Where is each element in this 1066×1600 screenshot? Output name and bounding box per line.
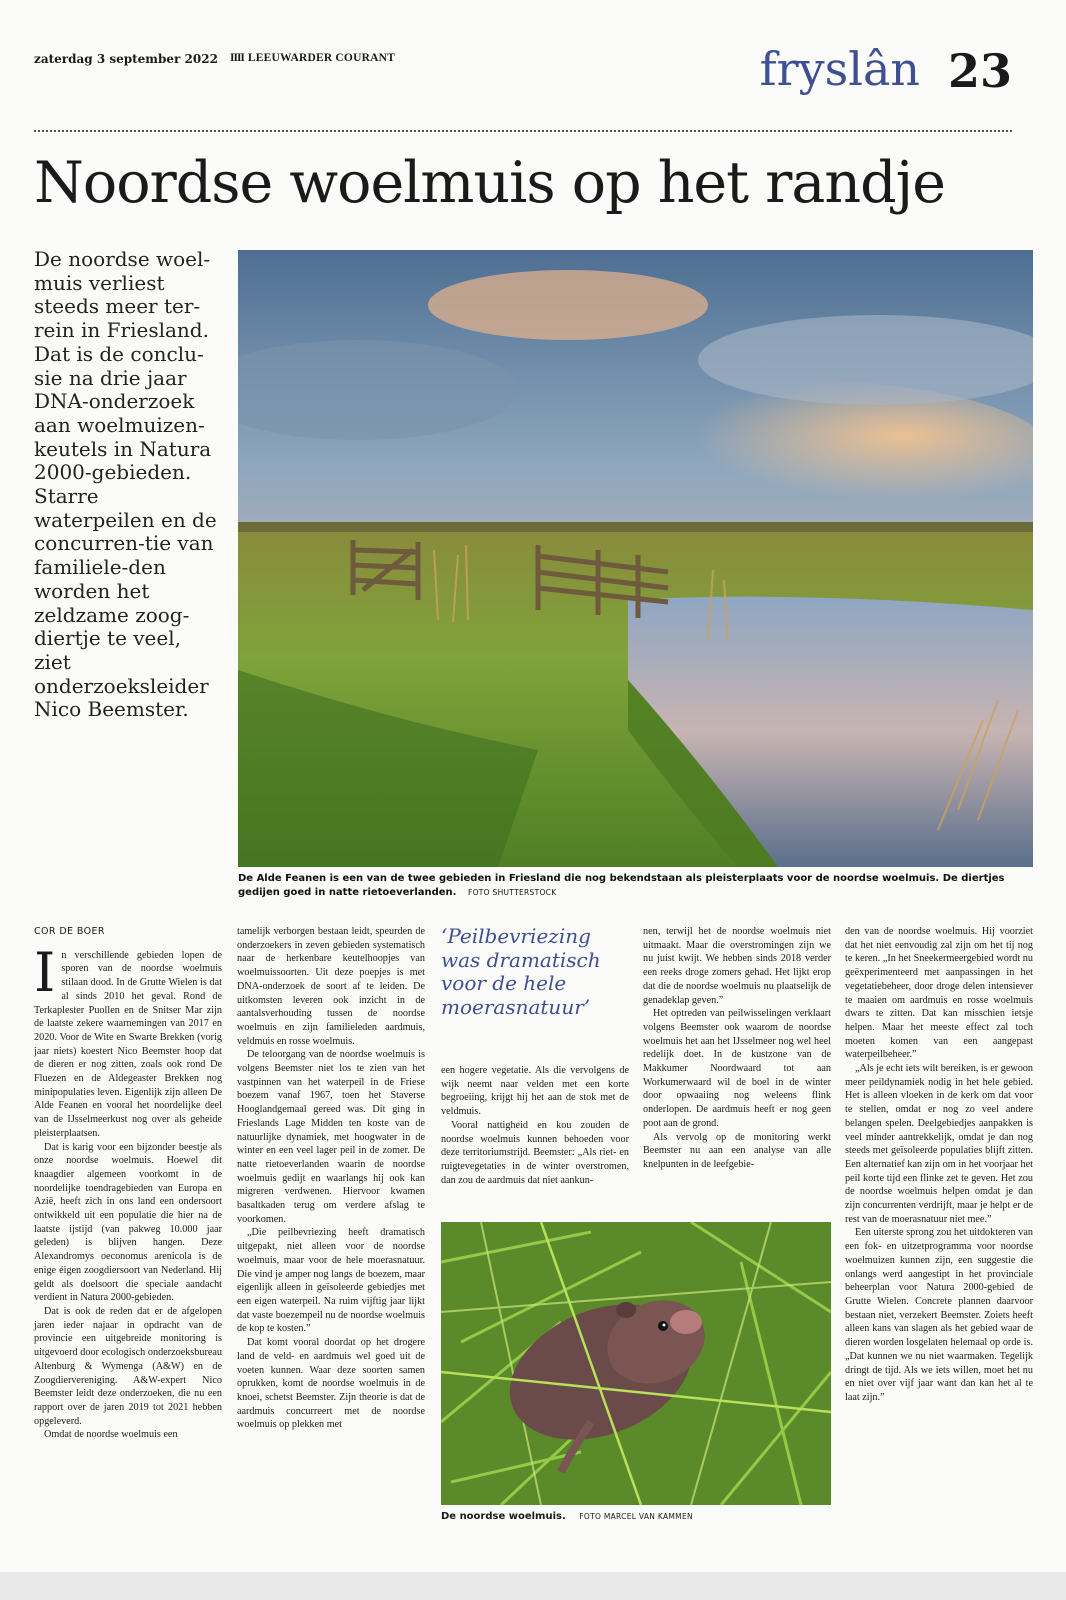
byline: COR DE BOER [34,926,105,937]
photo-credit: FOTO SHUTTERSTOCK [467,887,557,897]
paragraph: Dat komt vooral doordat op het drogere land de veld- en aardmuis wel goed uit de voeten kunnen. Waar deze soorten samen oprukken, komt de noordse woelmuis in de knoei, schetst Beemster. Zijn theorie is dat de aardmuis concurreert met de noordse woelmuis op plekken met [237,1337,425,1431]
paragraph: tamelijk verborgen bestaan leidt, speurden de onderzoekers in zeven gebieden systematisch naar de herkenbare keutelhoopjes van woelmuissoorten. Uit deze poepjes is met DNA-onderzoek de soort af te leiden. De uitkomsten leveren ook inzicht in de aantalsverhouding tussen de noordse woelmuis en zijn familieleden aardmuis, veldmuis en rosse woelmuis. [237,926,425,1047]
pull-quote: ‘Peilbevriezing was dramatisch voor de hele moerasnatuur’ [441,924,601,1019]
paragraph: „Als je echt iets wilt bereiken, is er gewoon meer peildynamiek nodig in het hele gebied. Het is alleen vloeken in de kerk om dat voor te stellen, omdat er nog zo veel andere belangen spelen. Deelgebiedjes aanpakken is veel minder aantrekkelijk, omdat je dan nog steeds met geïsoleerde populaties blijft zitten. Een alternatief kan zijn om in het voorjaar het peil korte tijd een flinke zet te geven. Het zou de noordse woelmuis helpen omdat je dan zijn concurrenten verdrijft, maar je helpt er de rest van de moerasnatuur niet mee.” [845,1063,1033,1225]
paragraph: Een uiterste sprong zou het uitdokteren van een fok- en uitzetprogramma voor noordse woelmuizen kunnen zijn, een suggestie die onlangs werd aangestipt in het provinciale beheerplan voor Natura 2000-gebied de Grutte Wielen. Concrete plannen daarvoor bestaan niet, verzekert Beemster. Zoiets heeft alleen kans van slagen als het gebied waar de dieren worden losgelaten helemaal op orde is. „Dat kunnen we nu niet waarmaken. Tegelijk dringt de tijd. Als we iets willen, moet het nu en niet over vijf jaar want dan kan het al te laat zijn.” [845,1227,1033,1403]
vole-photo-caption [441,1511,831,1522]
paragraph: Vooral nattigheid en kou zouden de noordse woelmuis kunnen behoeden voor deze territoriumstrijd. Beemster: „Als riet- en ruigtevegetaties in de winter overstromen, dan zou de aardmuis dat niet aankun- [441,1119,629,1186]
section-name: fryslân [759,42,920,96]
headline: Noordse woelmuis op het randje [34,150,946,216]
paper-logo-bars: IIII [230,52,244,64]
paragraph-text: n verschillende gebieden lopen de sporen van de noordse woelmuis stilaan dood. In de Grutte Wielen is dat al sinds 2010 het geval. Rond de Terkaplester Puollen en de Snitser Mar zijn de laatste zekere waarnemingen van 2017 en 2020. Voor de Wite en Swarte Brekken (vorig jaar niets) koestert Nico Beemster hoop dat de dieren er nog zitten, zoals ook rond De Fluezen en de Aldegeaster Brekken nog minipopulaties leven. Eigenlijk zijn alleen De Alde Feanen en vooral het noordelijke deel van de IJsselmeerkust nog over als geheide pleisterplaatsen. [34,949,222,1139]
intro-text: De noordse woel-muis verliest steeds meer ter-rein in Friesland. Dat is de conclu-sie na drie jaar DNA-onderzoek aan woelmuizen-keutels in Natura 2000-gebieden. Starre waterpeilen en de concurren-tie van familiele-den worden het zeldzame zoog-diertje te veel, ziet onderzoeksleider Nico Beemster. [34,247,217,722]
caption-text: De noordse woelmuis. [441,1511,566,1522]
page-number: 23 [947,44,1012,98]
issue-date: zaterdag 3 september 2022 [34,52,218,66]
header-divider [34,130,1012,132]
paragraph: den van de noordse woelmuis. Hij voorziet dat het niet eenvoudig zal zijn om het tij nog te keren. „In het Sneekermeergebied wordt nu geëxperimenteerd met aanpassingen in het vegetatiebeheer, door droge delen intensiever te maaien om aardmuis en rosse woelmuis dwars te zitten. Dat kan misschien ietsje helpen. Maar het meeste effect zal toch moeten komen van een aangepast waterpeilbeheer.” [845,926,1033,1061]
paragraph: Dat is karig voor een bijzonder beestje als onze noordse woelmuis. Hoewel dit knaagdier algemeen voorkomt in de noordelijke toendragebieden van Europa en Azië, heeft zich in ons land een ondersoort ontwikkeld uit een populatie die hier na de laatste ijstijd (van pakweg 10.000 jaar geleden) is blijven hangen. Deze Alexandromys oeconomus arenicola is de enige éigen zoogdiersoort van Nederland. Hij geldt als doelsoort die speciale aandacht verdient in Natura 2000-gebieden. [34,1141,222,1304]
paragraph: Dat is ook de reden dat er de afgelopen jaren ieder najaar in opdracht van de provincie een uitgebreide monitoring is uitgevoerd door ecologisch onderzoeksbureau Altenburg & Wymenga (A&W) en de Zoogdiervereniging. A&W-expert Nico Beemster leidt deze onderzoeken, die nu een rapport over de jaren 2019 tot 2021 hebben opgeleverd. [34,1305,222,1427]
paragraph: „Die peilbevriezing heeft dramatisch uitgepakt, niet alleen voor de noordse woelmuis, maar voor de hele moerasnatuur. Die vind je amper nog langs de boezem, maar eigenlijk alleen in geïsoleerde gebiedjes met een eigen waterpeil. Na ruim vijftig jaar lijkt dat vaste boezempeil nu de noordse woelmuis de kop te kosten.” [237,1227,425,1335]
caption-text: De Alde Feanen is een van de twee gebieden in Friesland die nog bekendstaan als pleisterplaats voor de noordse woelmuis. De diertjes gedijen goed in natte rietoeverlanden. [238,873,1005,898]
vole-photo [441,1222,831,1505]
paragraph [34,940,222,1141]
article-column-4 [643,925,831,1172]
article-column-1 [34,925,222,1442]
article-column-5 [845,925,1033,1405]
main-photo-landscape [238,250,1033,867]
paragraph: Als vervolg op de monitoring werkt Beemster nu aan een analyse van alle knelpunten in de leefgebie- [643,1131,831,1170]
main-photo-caption [238,872,1033,899]
photo-credit: FOTO MARCEL VAN KAMMEN [579,1512,693,1521]
paragraph: Het optreden van peilwisselingen verklaart volgens Beemster ook waarom de noordse woelmuis het aan het IJsselmeer nog wel heel redelijk doet. In de kustzone van de Makkumer Noordwaard tot aan Workumerwaard wil de boel in de winter door opwaaiing nog weleens flink onderlopen. De aardmuis heeft er nog geen poot aan de grond. [643,1008,831,1129]
dropcap: I [34,940,56,1004]
paragraph: De teloorgang van de noordse woelmuis is volgens Beemster niet los te zien van het vastpinnen van het waterpeil in de Friese boezem vanaf 1967, toen het Staverse Hooglandgemaal gereed was. Dit ging in Frieslands Lage Midden ten koste van de natuurlijke dynamiek, met hoogwater in de winter en een veel lager peil in de zomer. De natte rietoeverlanden waarin de noordse woelmuis gedijt en waarlangs hij ook kan migreren verdwenen. Hiervoor kwamen basaltkaden terug om verdere afslag te voorkomen. [237,1049,425,1225]
paragraph: een hogere vegetatie. Als die vervolgens de wijk neemt naar velden met een korte begroeiing, krijgt hij het aan de stok met de veldmuis. [441,1065,629,1118]
article-column-3 [441,1064,629,1187]
paragraph: nen, terwijl het de noordse woelmuis niet uitmaakt. Maar die overstromingen zijn we nu juist kwijt. We hebben sinds 2018 verder een reeks droge zomers gehad. Het lijkt erop dat die de noordse woelmuis nu plaatselijk de genadeklap geven.” [643,926,831,1006]
paper-name-text: LEEUWARDER COURANT [247,52,395,64]
article-column-2 [237,925,425,1432]
paper-name [230,52,395,64]
paragraph: Omdat de noordse woelmuis een [44,1429,178,1441]
